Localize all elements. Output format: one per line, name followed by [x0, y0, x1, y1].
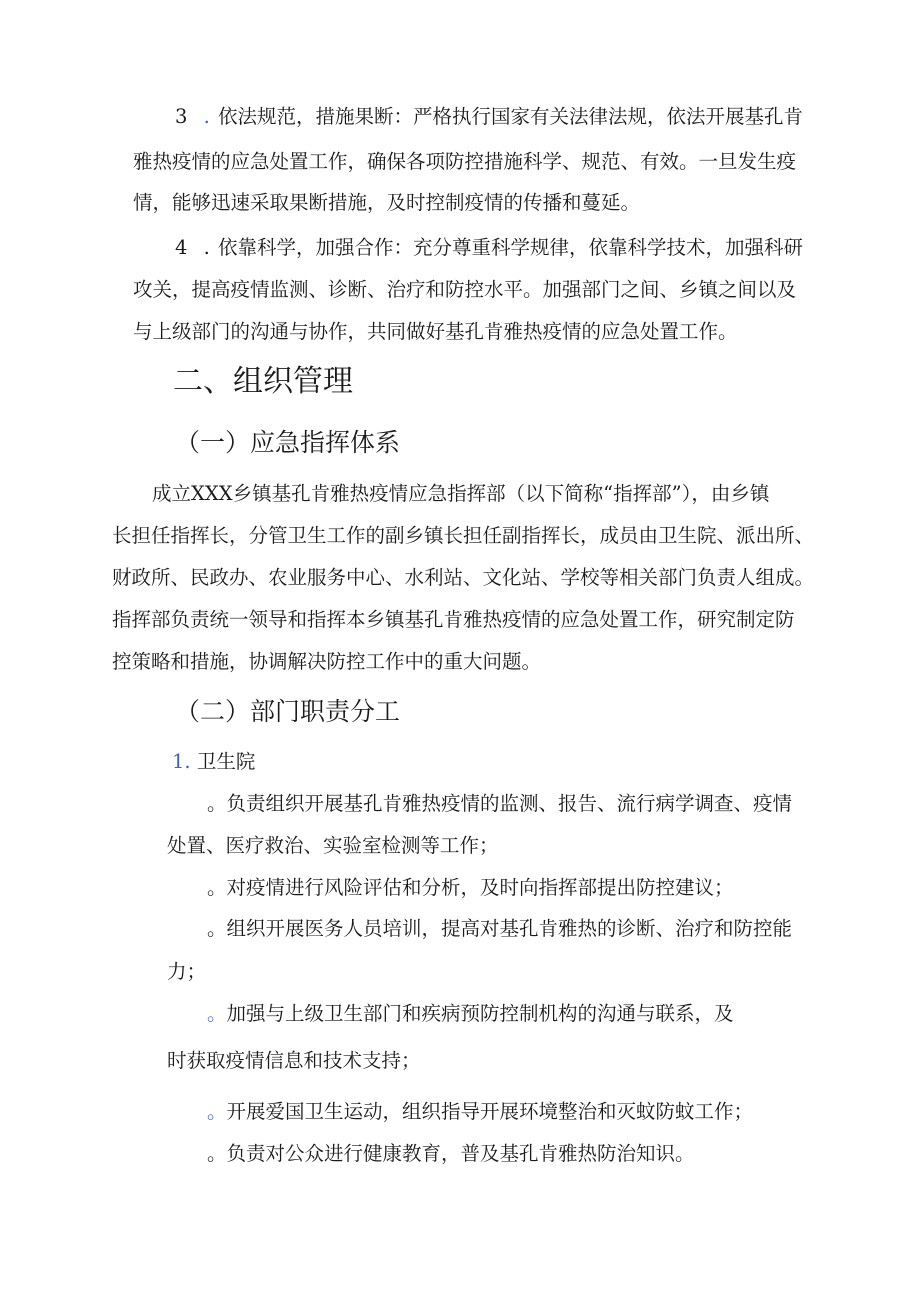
bullet-mark: 。	[207, 1100, 227, 1123]
subsection-heading-command: （一）应急指挥体系	[175, 428, 401, 457]
para-3-line-2: 雅热疫情的应急处置工作，确保各项防控措施科学、规范、有效。一旦发生疫	[133, 150, 797, 173]
item-5	[207, 1100, 753, 1124]
item-4-line-2: 时获取疫情信息和技术支持；	[167, 1049, 421, 1072]
section-heading-org: 二、组织管理	[173, 364, 353, 399]
subsection-heading-duties: （二）部门职责分工	[175, 697, 401, 726]
item-4-line-1	[207, 1002, 734, 1026]
dept-1-title	[172, 750, 255, 774]
para-4-line-2: 攻关，提高疫情监测、诊断、治疗和防控水平。加强部门之间、乡镇之间以及	[133, 278, 797, 301]
para-3-line-1	[175, 105, 803, 129]
para-3-line-3: 情，能够迅速采取果断措施，及时控制疫情的传播和蔓延。	[133, 191, 641, 214]
item-text: 开展爱国卫生运动，组织指导开展环境整治和灭蚊防蚊工作；	[226, 1100, 754, 1123]
para-text: 依法规范，措施果断：严格执行国家有关法律法规，依法开展基孔肯	[218, 105, 804, 128]
command-line-3: 财政所、民政办、农业服务中心、水利站、文化站、学校等相关部门负责人组成。	[112, 566, 815, 589]
item-text: 加强与上级卫生部门和疾病预防控制机构的沟通与联系，及	[226, 1002, 734, 1025]
item-3-line-2: 力；	[167, 960, 207, 983]
dept-name: 卫生院	[196, 750, 256, 773]
para-4-line-1	[175, 236, 803, 260]
command-line-1: 成立XXX乡镇基孔肯雅热疫情应急指挥部（以下简称“指挥部”），由乡镇	[152, 482, 770, 505]
command-line-2: 长担任指挥长，分管卫生工作的副乡镇长担任副指挥长，成员由卫生院、派出所、	[112, 524, 815, 547]
list-number: 4	[175, 236, 188, 259]
item-3-line-1: 。组织开展医务人员培训，提高对基孔肯雅热的诊断、治疗和防控能	[207, 917, 793, 940]
command-line-4: 指挥部负责统一领导和指挥本乡镇基孔肯雅热疫情的应急处置工作，研究制定防	[112, 608, 795, 631]
list-dot: .	[203, 236, 210, 259]
bullet-mark: 。	[207, 1002, 227, 1025]
dept-number: 1.	[172, 750, 191, 773]
list-dot: .	[203, 105, 210, 128]
para-4-line-3: 与上级部门的沟通与协作，共同做好基孔肯雅热疫情的应急处置工作。	[133, 320, 738, 343]
list-number: 3	[175, 105, 188, 128]
command-line-5: 控策略和措施，协调解决防控工作中的重大问题。	[112, 650, 542, 673]
para-text: 依靠科学，加强合作：充分尊重科学规律，依靠科学技术，加强科研	[218, 236, 804, 259]
item-1-line-2: 处置、医疗救治、实验室检测等工作；	[167, 834, 499, 857]
item-6: 。负责对公众进行健康教育，普及基孔肯雅热防治知识。	[207, 1142, 695, 1165]
item-1-line-1: 。负责组织开展基孔肯雅热疫情的监测、报告、流行病学调查、疫情	[207, 792, 793, 815]
item-2: 。对疫情进行风险评估和分析，及时向指挥部提出防控建议；	[207, 876, 734, 899]
